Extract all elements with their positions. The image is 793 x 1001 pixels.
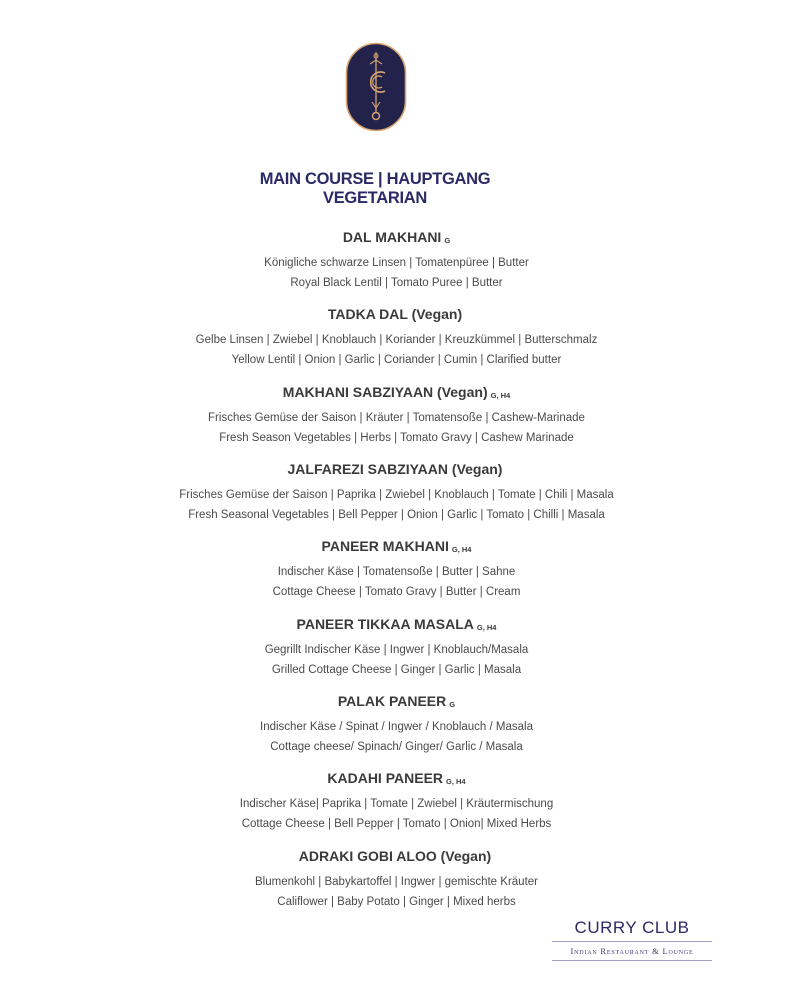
item-description-de: Frisches Gemüse der Saison | Paprika | Zwiebel | Knoblauch | Tomate | Chili | Masala bbox=[179, 489, 614, 501]
brand-subtitle: Indian Restaurant & Lounge bbox=[570, 946, 694, 956]
menu-item-tadka-dal bbox=[0, 306, 793, 370]
item-description-en: Cottage Cheese | Tomato Gravy | Butter | Cream bbox=[272, 585, 521, 598]
item-description-de: Königliche schwarze Linsen | Tomatenpüree | Butter bbox=[264, 257, 529, 269]
item-description-de: Indischer Käse| Paprika | Tomate | Zwiebel | Kräutermischung bbox=[239, 798, 554, 810]
item-description-en: Cottage Cheese | Bell Pepper | Tomato | Onion| Mixed Herbs bbox=[241, 817, 552, 830]
item-name: KADAHI PANEER bbox=[327, 770, 444, 786]
brand-divider bbox=[552, 960, 712, 961]
menu-item-paneer-tikkaa-masala bbox=[0, 616, 793, 680]
item-description-en: Grilled Cottage Cheese | Ginger | Garlic | Masala bbox=[271, 663, 522, 676]
menu-item-jalfarezi-sabziyaan bbox=[0, 461, 793, 525]
menu-heading bbox=[175, 170, 575, 208]
menu-item-dal-makhani bbox=[0, 229, 793, 293]
menu-title: MAIN COURSE | HAUPTGANG bbox=[259, 170, 491, 188]
menu-item-palak-paneer bbox=[0, 693, 793, 757]
item-name: PANEER MAKHANI bbox=[321, 538, 449, 554]
curry-club-monogram-logo bbox=[345, 42, 407, 132]
item-name: TADKA DAL (Vegan) bbox=[327, 306, 463, 322]
menu-subtitle: VEGETARIAN bbox=[323, 189, 427, 207]
allergen-tag: G, H4 bbox=[451, 545, 472, 554]
brand-wordmark bbox=[552, 917, 712, 963]
allergen-tag: G, H4 bbox=[490, 391, 511, 400]
menu-item-paneer-makhani bbox=[0, 538, 793, 602]
item-name: DAL MAKHANI bbox=[342, 229, 442, 245]
brand-name: CURRY CLUB bbox=[574, 918, 690, 937]
item-description-de: Indischer Käse / Spinat / Ingwer / Knoblauch / Masala bbox=[260, 721, 533, 733]
item-description-de: Blumenkohl | Babykartoffel | Ingwer | gemischte Kräuter bbox=[255, 876, 538, 888]
item-description-en: Cottage cheese/ Spinach/ Ginger/ Garlic / Masala bbox=[270, 740, 523, 753]
item-description-en: Califlower | Baby Potato | Ginger | Mixed herbs bbox=[277, 895, 516, 908]
brand-divider bbox=[552, 941, 712, 942]
item-name: ADRAKI GOBI ALOO (Vegan) bbox=[298, 848, 492, 864]
item-description-de: Frisches Gemüse der Saison | Kräuter | Tomatensoße | Cashew-Marinade bbox=[208, 412, 585, 424]
item-description-en: Fresh Season Vegetables | Herbs | Tomato Gravy | Cashew Marinade bbox=[219, 431, 574, 444]
allergen-tag: G bbox=[444, 236, 451, 245]
item-name: PANEER TIKKAA MASALA bbox=[296, 616, 474, 632]
item-description-en: Royal Black Lentil | Tomato Puree | Butter bbox=[290, 276, 503, 289]
allergen-tag: G bbox=[449, 700, 456, 709]
item-name: MAKHANI SABZIYAAN (Vegan) bbox=[282, 384, 488, 400]
menu-item-makhani-sabziyaan bbox=[0, 384, 793, 448]
item-name: JALFAREZI SABZIYAAN (Vegan) bbox=[287, 461, 503, 477]
menu-item-kadahi-paneer bbox=[0, 770, 793, 834]
item-description-de: Gelbe Linsen | Zwiebel | Knoblauch | Koriander | Kreuzkümmel | Butterschmalz bbox=[195, 334, 598, 346]
allergen-tag: G, H4 bbox=[446, 777, 466, 786]
item-description-en: Yellow Lentil | Onion | Garlic | Coriander | Cumin | Clarified butter bbox=[231, 353, 562, 366]
allergen-tag: G, H4 bbox=[476, 623, 497, 632]
item-name: PALAK PANEER bbox=[337, 693, 447, 709]
item-description-en: Fresh Seasonal Vegetables | Bell Pepper | Onion | Garlic | Tomato | Chilli | Masala bbox=[188, 508, 605, 521]
item-description-de: Gegrillt Indischer Käse | Ingwer | Knoblauch/Masala bbox=[264, 644, 529, 656]
menu-item-adraki-gobi-aloo bbox=[0, 848, 793, 912]
item-description-de: Indischer Käse | Tomatensoße | Butter | Sahne bbox=[277, 566, 516, 578]
